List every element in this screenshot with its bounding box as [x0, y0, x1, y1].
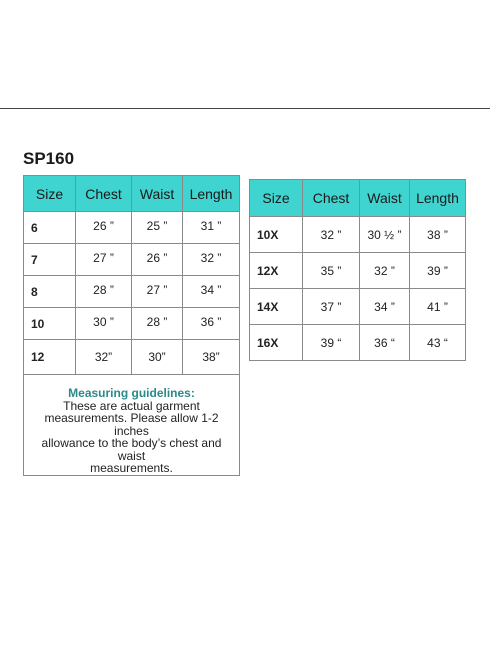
size-cell: 16X: [250, 325, 303, 361]
chest-cell: 26 ”: [76, 212, 132, 244]
chest-cell: 39 “: [303, 325, 360, 361]
table-row: [24, 308, 240, 340]
header-length: Length: [410, 180, 466, 217]
length-cell: 41 ”: [410, 289, 466, 325]
waist-cell: 25 ”: [132, 212, 183, 244]
header-waist: Waist: [360, 180, 410, 217]
length-cell: 38”: [183, 340, 240, 375]
length-cell: 34 ”: [183, 276, 240, 308]
top-divider: [0, 108, 490, 109]
size-table-regular: [23, 175, 240, 476]
table-row: [24, 212, 240, 244]
chest-cell: 30 ”: [76, 308, 132, 340]
size-cell: 12: [24, 340, 76, 375]
waist-cell: 30”: [132, 340, 183, 375]
header-size: Size: [24, 176, 76, 212]
waist-cell: 27 ”: [132, 276, 183, 308]
size-cell: 6: [24, 212, 76, 244]
guidelines-title: Measuring guidelines:: [68, 386, 195, 400]
header-length: Length: [183, 176, 240, 212]
waist-cell: 36 “: [360, 325, 410, 361]
guidelines-row: [24, 375, 240, 476]
header-row: [250, 180, 466, 217]
waist-cell: 28 ”: [132, 308, 183, 340]
size-cell: 12X: [250, 253, 303, 289]
length-cell: 32 ”: [183, 244, 240, 276]
product-code: SP160: [23, 149, 75, 168]
size-cell: 10X: [250, 217, 303, 253]
header-row: [24, 176, 240, 212]
table-row: [24, 276, 240, 308]
table-row: [250, 217, 466, 253]
length-cell: 36 ”: [183, 308, 240, 340]
size-cell: 10: [24, 308, 76, 340]
guidelines-line: These are actual garment: [63, 398, 200, 413]
table-row: [250, 289, 466, 325]
waist-cell: 26 ”: [132, 244, 183, 276]
guidelines-line: allowance to the body’s chest and waist: [41, 436, 222, 463]
table-row: [250, 253, 466, 289]
size-cell: 14X: [250, 289, 303, 325]
size-cell: 8: [24, 276, 76, 308]
chest-cell: 35 ”: [303, 253, 360, 289]
chest-cell: 32 ”: [303, 217, 360, 253]
guidelines-line: measurements.: [90, 461, 173, 475]
size-table-plus: [249, 179, 466, 361]
waist-cell: 32 ”: [360, 253, 410, 289]
table-row: [250, 325, 466, 361]
length-cell: 31 ”: [183, 212, 240, 244]
chest-cell: 37 ”: [303, 289, 360, 325]
chest-cell: 32”: [76, 340, 132, 375]
header-chest: Chest: [76, 176, 132, 212]
table-row: [24, 340, 240, 375]
table-row: [24, 244, 240, 276]
size-cell: 7: [24, 244, 76, 276]
waist-cell: 30 ½ ”: [360, 217, 410, 253]
length-cell: 38 ”: [410, 217, 466, 253]
waist-cell: 34 ”: [360, 289, 410, 325]
header-waist: Waist: [132, 176, 183, 212]
header-size: Size: [250, 180, 303, 217]
length-cell: 43 “: [410, 325, 466, 361]
header-chest: Chest: [303, 180, 360, 217]
guidelines-line: measurements. Please allow 1-2 inches: [44, 411, 219, 438]
measuring-guidelines: [24, 375, 240, 476]
chest-cell: 27 ”: [76, 244, 132, 276]
length-cell: 39 ”: [410, 253, 466, 289]
chest-cell: 28 ”: [76, 276, 132, 308]
